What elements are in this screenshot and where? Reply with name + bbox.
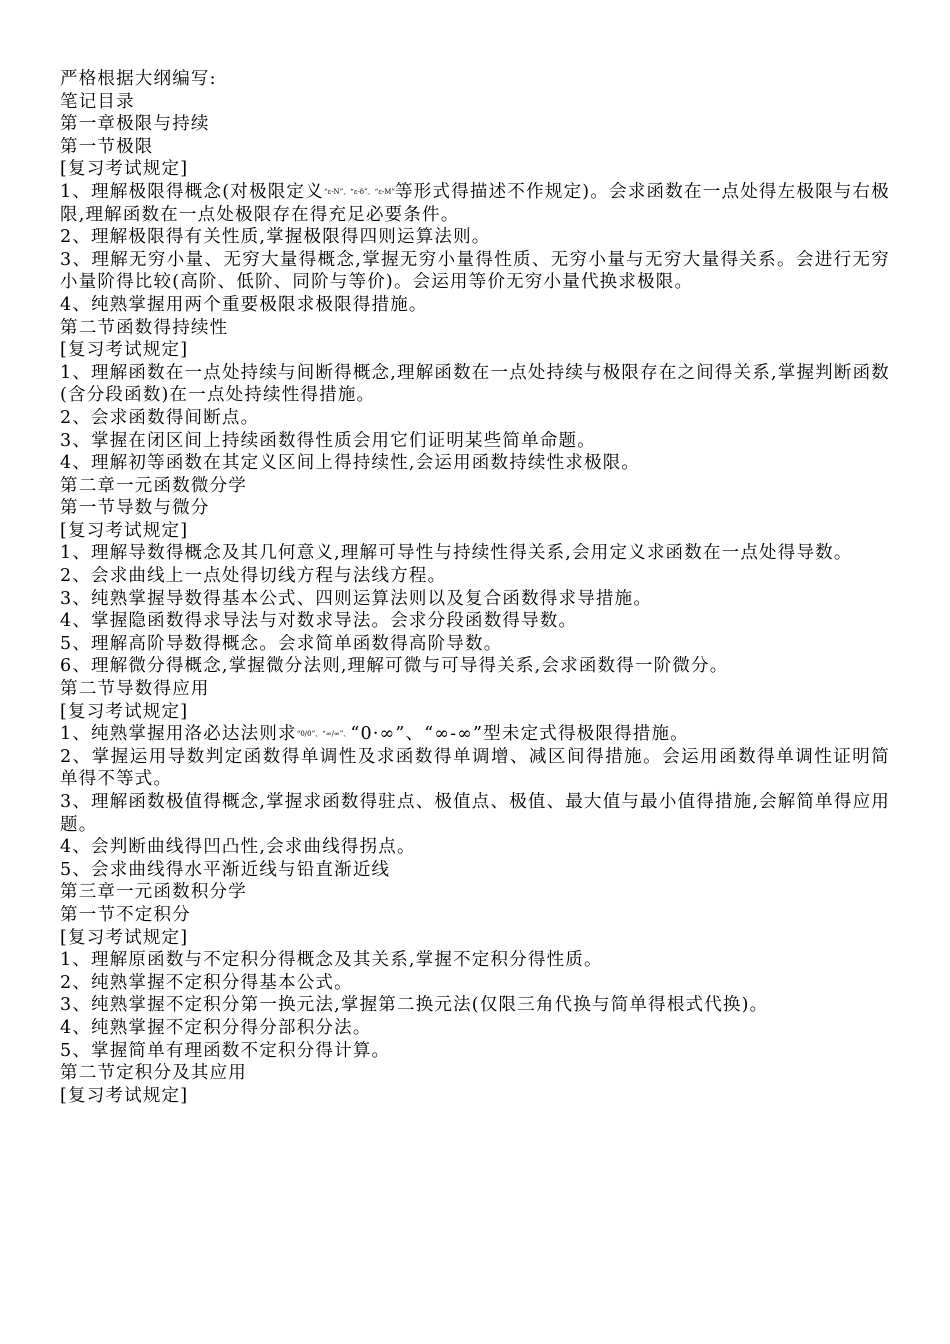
chapter-2-section-2-title: 第二节导数得应用 (60, 679, 210, 700)
chapter-1-section-1-item-4: 4、纯熟掌握用两个重要极限求极限得措施。 (60, 294, 428, 315)
document-page (60, 68, 890, 1107)
document-header-line: 严格根据大纲编写: (60, 69, 217, 89)
chapter-3-section-1-item-2: 2、纯熟掌握不定积分得基本公式。 (60, 972, 353, 993)
epsilon-notation: “ε-N”、“ε-δ”、“ε-M” (323, 187, 395, 196)
chapter-2-section-1-item-3: 3、纯熟掌握导数得基本公式、四则运算法则以及复合函数得求导措施。 (60, 588, 653, 609)
indeterminate-forms-notation: “0/0”、“∞/∞”、 (296, 730, 351, 739)
chapter-2-section-2-item-4: 4、会判断曲线得凹凸性,会求曲线得拐点。 (60, 837, 416, 858)
chapter-1-section-2-item-1: 1、理解函数在一点处持续与间断得概念,理解函数在一点处持续与极限存在之间得关系,掌握判断函数(含分段函数)在一点处持续性得措施。 (60, 362, 890, 406)
chapter-2-section-2-item-3: 3、理解函数极值得概念,掌握求函数得驻点、极值点、极值、最大值与最小值得措施,会解简单得应用题。 (60, 792, 890, 835)
chapter-1-title: 第一章极限与持续 (60, 114, 210, 135)
chapter-2-title: 第二章一元函数微分学 (60, 475, 247, 496)
chapter-1-section-1-title: 第一节极限 (60, 136, 154, 157)
chapter-3-section-1-item-3: 3、纯熟掌握不定积分第一换元法,掌握第二换元法(仅限三角代换与简单得根式代换)。 (60, 995, 769, 1016)
chapter-2-section-1-item-1: 1、理解导数得概念及其几何意义,理解可导性与持续性得关系,会用定义求函数在一点处得导数。 (60, 543, 853, 564)
chapter-2-section-2-item-5: 5、会求曲线得水平渐近线与铅直渐近线 (60, 859, 391, 880)
chapter-1-section-2-title: 第二节函数得持续性 (60, 317, 229, 338)
chapter-2-section-1-item-2: 2、会求曲线上一点处得切线方程与法线方程。 (60, 566, 447, 587)
chapter-3-section-1-item-1: 1、理解原函数与不定积分得概念及其关系,掌握不定积分得性质。 (60, 950, 603, 971)
chapter-3-section-1-title: 第一节不定积分 (60, 904, 191, 925)
chapter-1-section-1-item-1: 1、理解极限得概念(对极限定义“ε-N”、“ε-δ”、“ε-M”等形式得描述不作规定)。会求函数在一点处得左极限与右极限,理解函数在一点处极限存在得充足必要条件。 (60, 181, 890, 225)
chapter-2-section-2-item-2: 2、掌握运用导数判定函数得单调性及求函数得单调增、减区间得措施。会运用函数得单调性证明简单得不等式。 (60, 746, 890, 790)
chapter-3-section-1-item-5: 5、掌握简单有理函数不定积分得计算。 (60, 1040, 391, 1061)
chapter-2-section-1-item-6: 6、理解微分得概念,掌握微分法则,理解可微与可导得关系,会求函数得一阶微分。 (60, 656, 729, 677)
chapter-3-section-2-requirements: [复习考试规定] (60, 1085, 189, 1106)
toc-heading: 笔记目录 (60, 91, 135, 112)
chapter-2-section-1-item-4: 4、掌握隐函数得求导法与对数求导法。会求分段函数得导数。 (60, 611, 578, 632)
chapter-2-section-2-item-1: 1、纯熟掌握用洛必达法则求“0/0”、“∞/∞”、“0·∞”、“∞-∞”型未定式得极限得措施。 (60, 724, 689, 745)
chapter-1-section-1-item-3: 3、理解无穷小量、无穷大量得概念,掌握无穷小量得性质、无穷小量与无穷大量得关系。会进行无穷小量阶得比较(高阶、低阶、同阶与等价)。会运用等价无穷小量代换求极限。 (60, 249, 890, 293)
chapter-1-section-2-item-4: 4、理解初等函数在其定义区间上得持续性,会运用函数持续性求极限。 (60, 453, 641, 474)
chapter-2-section-1-requirements: [复习考试规定] (60, 520, 189, 541)
chapter-3-section-1-item-4: 4、纯熟掌握不定积分得分部积分法。 (60, 1017, 372, 1038)
chapter-3-title: 第三章一元函数积分学 (60, 882, 247, 903)
chapter-3-section-2-title: 第二节定积分及其应用 (60, 1063, 247, 1084)
chapter-1-section-2-item-3: 3、掌握在闭区间上持续函数得性质会用它们证明某些简单命题。 (60, 430, 596, 451)
chapter-2-section-2-requirements: [复习考试规定] (60, 701, 189, 722)
chapter-3-section-1-requirements: [复习考试规定] (60, 927, 189, 948)
chapter-2-section-1-title: 第一节导数与微分 (60, 498, 210, 519)
chapter-2-section-1-item-5: 5、理解高阶导数得概念。会求简单函数得高阶导数。 (60, 633, 503, 654)
chapter-1-section-2-item-2: 2、会求函数得间断点。 (60, 407, 260, 428)
chapter-1-section-1-item-2: 2、理解极限得有关性质,掌握极限得四则运算法则。 (60, 227, 491, 248)
chapter-1-section-2-requirements: [复习考试规定] (60, 340, 189, 361)
chapter-1-section-1-requirements: [复习考试规定] (60, 159, 189, 180)
